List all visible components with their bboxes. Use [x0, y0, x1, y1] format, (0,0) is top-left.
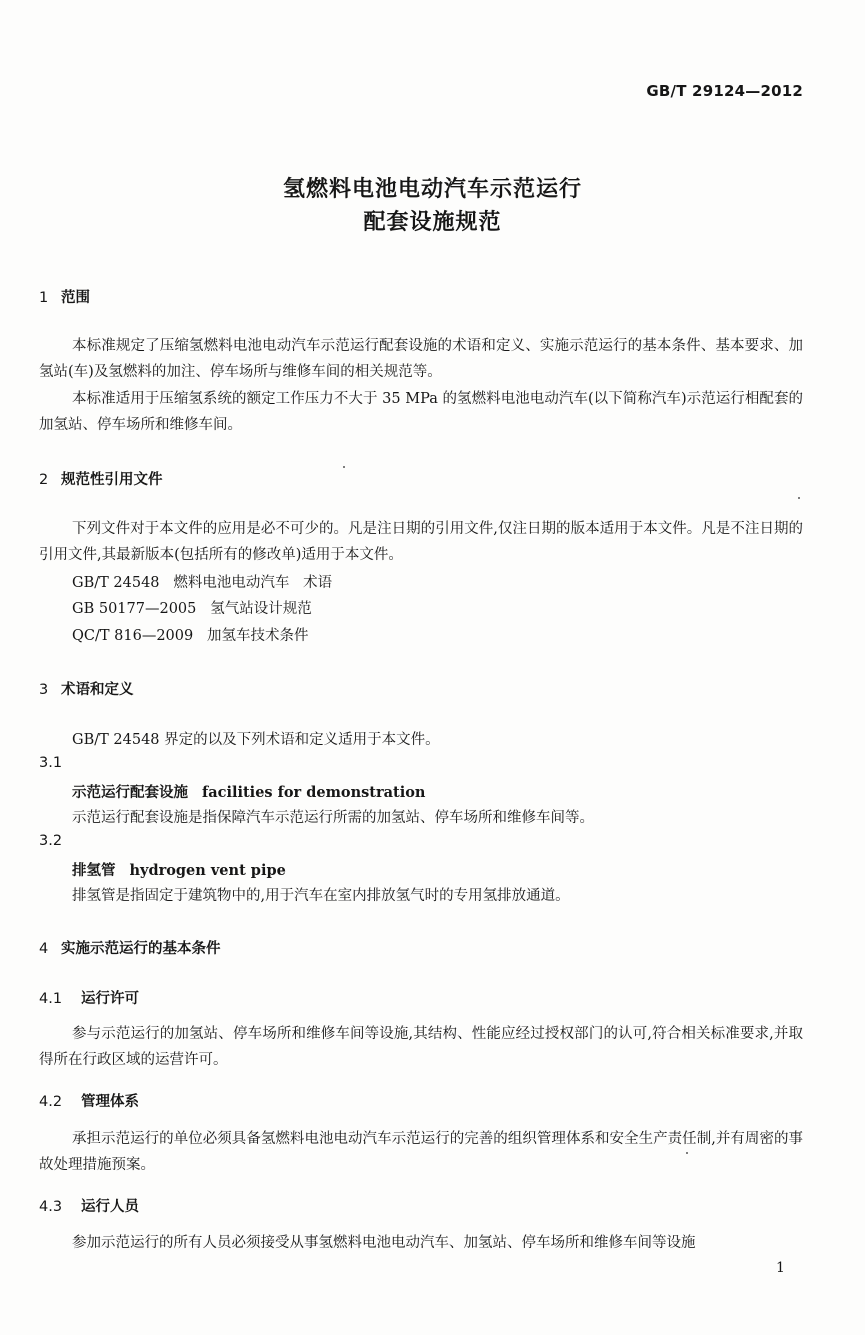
term-chinese: 示范运行配套设施: [72, 785, 188, 801]
standard-number: GB/T 29124—2012: [646, 82, 803, 100]
subclause-number: 4.3: [39, 1199, 63, 1215]
scan-speck: [798, 497, 800, 499]
section-number: 3: [39, 682, 49, 698]
section-2-heading: [39, 468, 163, 489]
term-english: facilities for demonstration: [202, 784, 426, 801]
term-definition: 示范运行配套设施是指保障汽车示范运行所需的加氢站、停车场所和维修车间等。: [72, 810, 594, 826]
document-title-line-2: 配套设施规范: [363, 210, 502, 235]
term-entry: [72, 781, 425, 802]
section-number: 2: [39, 472, 49, 488]
section-title: 范围: [61, 290, 90, 306]
scan-speck: [686, 1152, 688, 1154]
section-3-heading: [39, 678, 134, 699]
normative-reference-item: GB/T 24548 燃料电池电动汽车 术语: [72, 575, 333, 591]
section-1-heading: [39, 286, 90, 307]
term-entry: [72, 859, 286, 880]
scan-speck: [343, 466, 345, 468]
subclause-number: 4.1: [39, 991, 63, 1007]
section-title: 规范性引用文件: [61, 472, 163, 488]
clause-number: 3.2: [39, 833, 63, 849]
term-chinese: 排氢管: [72, 863, 116, 879]
subclause-4-2-paragraph: 承担示范运行的单位必须具备氢燃料电池电动汽车示范运行的完善的组织管理体系和安全生产责任制,并有周密的事故处理措施预案。: [39, 1131, 803, 1173]
subclause-number: 4.2: [39, 1094, 63, 1110]
document-title-line-1: 氢燃料电池电动汽车示范运行: [282, 177, 582, 202]
term-english: hydrogen vent pipe: [129, 862, 286, 879]
subclause-4-2-heading: [39, 1090, 139, 1111]
normative-reference-item: GB 50177—2005 氢气站设计规范: [72, 601, 312, 617]
subclause-4-1-heading: [39, 987, 139, 1008]
subclause-4-1-paragraph: 参与示范运行的加氢站、停车场所和维修车间等设施,其结构、性能应经过授权部门的认可,符合相关标准要求,并取得所在行政区域的运营许可。: [39, 1026, 803, 1068]
section-3-paragraph-1: GB/T 24548 界定的以及下列术语和定义适用于本文件。: [72, 732, 440, 748]
subclause-title: 运行许可: [81, 991, 139, 1007]
page-number: 1: [776, 1260, 785, 1276]
clause-number: 3.1: [39, 755, 63, 771]
section-1-paragraph-2: 本标准适用于压缩氢系统的额定工作压力不大于 35 MPa 的氢燃料电池电动汽车(以下简称汽车)示范运行相配套的加氢站、停车场所和维修车间。: [39, 391, 803, 433]
section-number: 1: [39, 290, 49, 306]
section-number: 4: [39, 941, 49, 957]
section-title: 术语和定义: [61, 682, 134, 698]
section-2-paragraph-1: 下列文件对于本文件的应用是必不可少的。凡是注日期的引用文件,仅注日期的版本适用于本文件。凡是不注日期的引用文件,其最新版本(包括所有的修改单)适用于本文件。: [39, 521, 803, 563]
section-4-heading: [39, 937, 221, 958]
section-1-paragraph-1: 本标准规定了压缩氢燃料电池电动汽车示范运行配套设施的术语和定义、实施示范运行的基本条件、基本要求、加氢站(车)及氢燃料的加注、停车场所与维修车间的相关规范等。: [39, 338, 803, 380]
term-definition: 排氢管是指固定于建筑物中的,用于汽车在室内排放氢气时的专用氢排放通道。: [72, 888, 570, 904]
subclause-4-3-heading: [39, 1195, 139, 1216]
section-title: 实施示范运行的基本条件: [61, 941, 221, 957]
subclause-4-3-paragraph: 参加示范运行的所有人员必须接受从事氢燃料电池电动汽车、加氢站、停车场所和维修车间等设施: [72, 1235, 696, 1251]
subclause-title: 运行人员: [81, 1199, 139, 1215]
subclause-title: 管理体系: [81, 1094, 139, 1110]
normative-reference-item: QC/T 816—2009 加氢车技术条件: [72, 628, 309, 644]
